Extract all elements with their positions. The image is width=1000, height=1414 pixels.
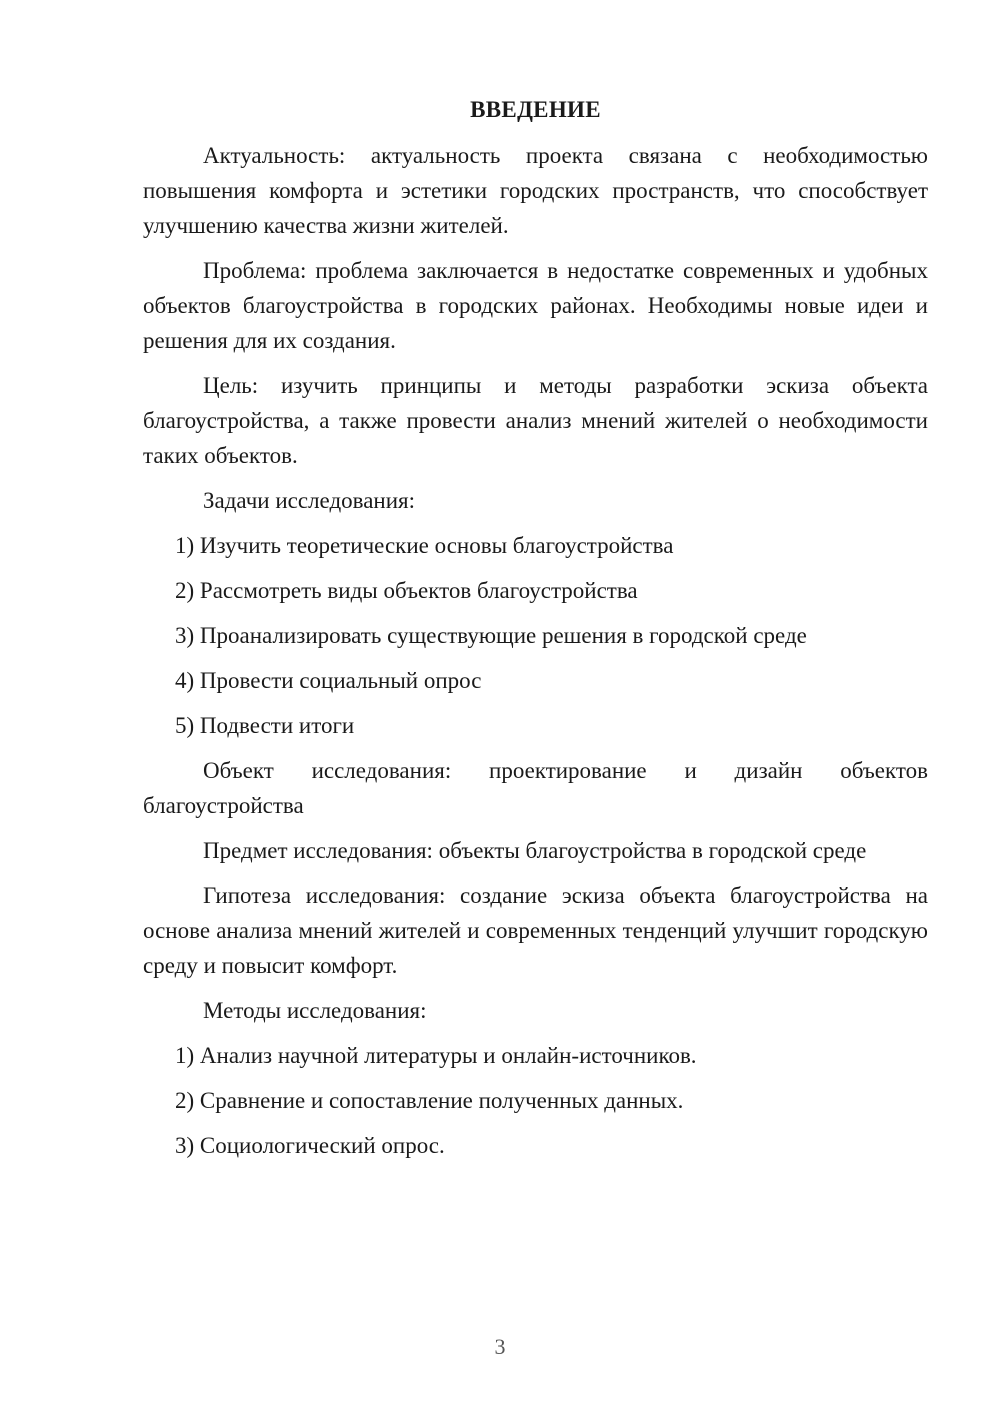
object-paragraph: Объект исследования: проектирование и дизайн объектов благоустройства — [143, 758, 928, 818]
relevance-paragraph: Актуальность: актуальность проекта связана с необходимостью повышения комфорта и эстетики городских пространств, что способствует улучшению качества жизни жителей. — [143, 143, 928, 238]
list-item: 1) Изучить теоретические основы благоустройства — [175, 533, 674, 558]
list-item: 2) Сравнение и сопоставление полученных данных. — [175, 1088, 684, 1113]
tasks-heading: Задачи исследования: — [203, 488, 416, 513]
list-item: 1) Анализ научной литературы и онлайн-источников. — [175, 1043, 697, 1068]
list-item: 3) Проанализировать существующие решения в городской среде — [175, 623, 807, 648]
page-number: 3 — [494, 1334, 506, 1359]
methods-heading: Методы исследования: — [203, 998, 427, 1023]
list-item: 2) Рассмотреть виды объектов благоустройства — [175, 578, 638, 603]
tasks-list — [143, 528, 928, 743]
goal-paragraph: Цель: изучить принципы и методы разработки эскиза объекта благоустройства, а также провести анализ мнений жителей о необходимости таких объектов. — [143, 373, 928, 468]
methods-list — [143, 1038, 928, 1163]
problem-paragraph: Проблема: проблема заключается в недостатке современных и удобных объектов благоустройства в городских районах. Необходимы новые идеи и решения для их создания. — [143, 258, 928, 353]
subject-paragraph: Предмет исследования: объекты благоустройства в городской среде — [203, 838, 867, 863]
document-page — [143, 92, 928, 1173]
page-title: ВВЕДЕНИЕ — [470, 97, 601, 122]
list-item: 4) Провести социальный опрос — [175, 668, 482, 693]
hypothesis-paragraph: Гипотеза исследования: создание эскиза объекта благоустройства на основе анализа мнений жителей и современных тенденций улучшит городскую среду и повысит комфорт. — [143, 883, 928, 978]
list-item: 5) Подвести итоги — [175, 713, 355, 738]
list-item: 3) Социологический опрос. — [175, 1133, 445, 1158]
